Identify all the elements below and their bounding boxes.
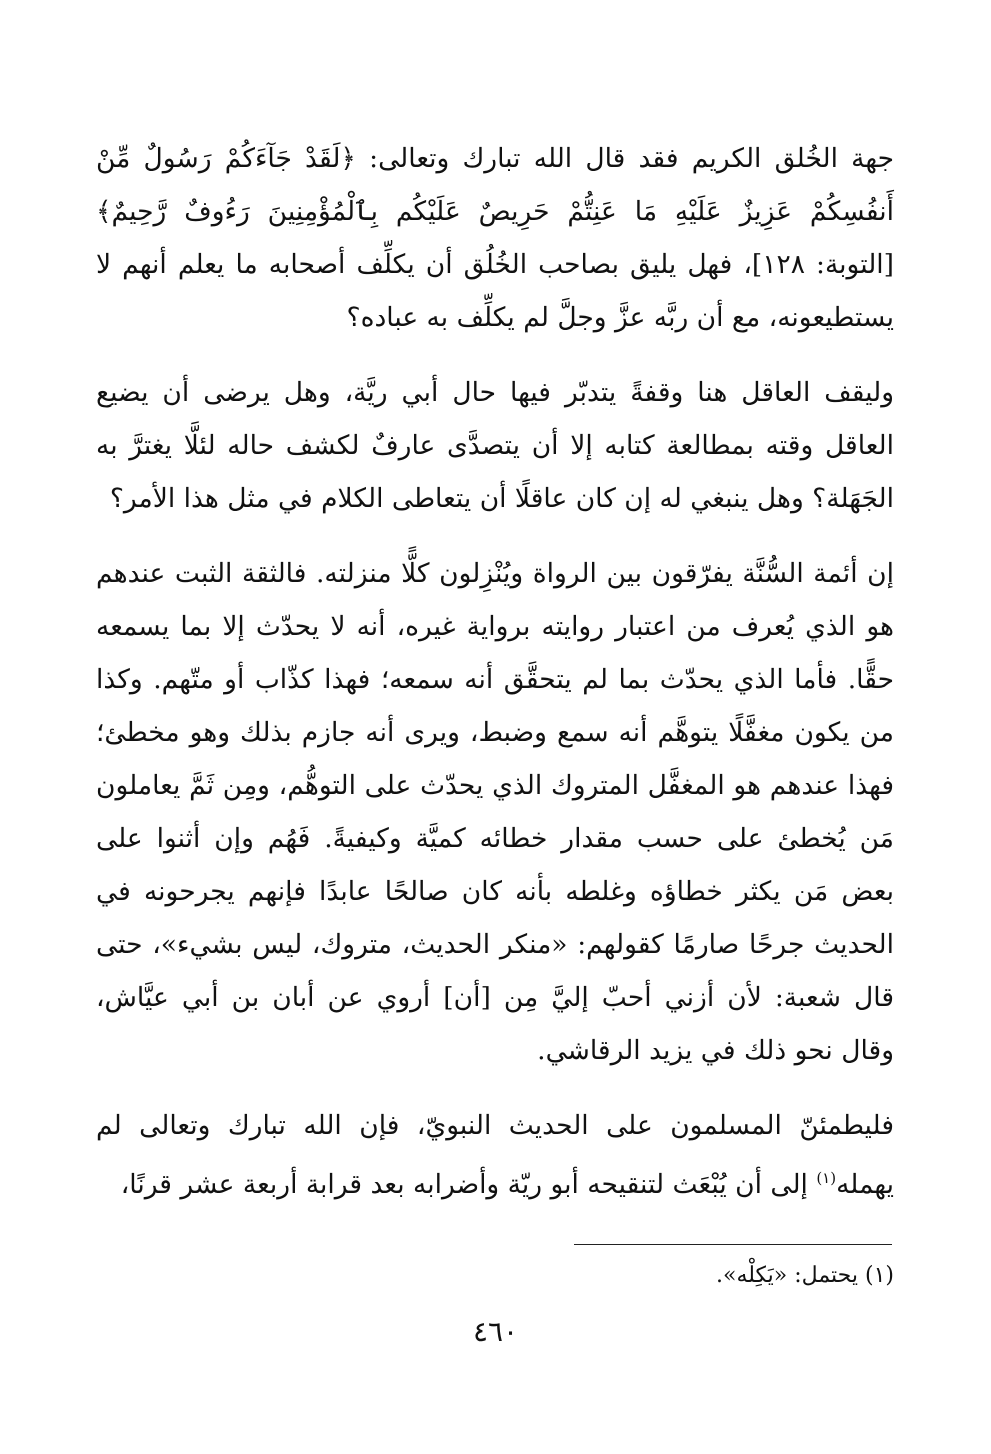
footnote-divider [574, 1244, 892, 1245]
page-number: ٤٦٠ [472, 1315, 519, 1348]
paragraph-2: وليقف العاقل هنا وقفةً يتدبّر فيها حال أبي ريَّة، وهل يرضى أن يضيع العاقل وقته بمطالعة كتابه إلا أن يتصدَّى عارفٌ لكشف حاله لئلَّا يغترَّ به الجَهَلة؟ وهل ينبغي له إن كان عاقلًا أن يتعاطى الكلام في مثل هذا الأمر؟ [96, 377, 894, 514]
paragraph-3: إن أئمة السُّنَّة يفرّقون بين الرواة ويُنْزِلون كلًّا منزلته. فالثقة الثبت عندهم هو الذي يُعرف من اعتبار روايته برواية غيره، أنه لا يحدّث إلا بما يسمعه حقًّا. فأما الذي يحدّث بما لم يتحقَّق أنه سمعه؛ فهذا كذّاب أو متّهم. وكذا من يكون مغفَّلًا يتوهَّم أنه سمع وضبط، ويرى أنه جازم بذلك وهو مخطئ؛ فهذا عندهم هو المغفَّل المتروك الذي يحدّث على التوهُّم، ومِن ثَمَّ يعاملون مَن يُخطئ على حسب مقدار خطائه كميَّة وكيفيةً. فَهُم وإن أثنوا على بعض مَن يكثر خطاؤه وغلطه بأنه كان صالحًا عابدًا فإنهم يجرحونه في الحديث جرحًا صارمًا كقولهم: «منكر الحديث، متروك، ليس بشيء»، حتى قال شعبة: لأن أزني أحبّ إليَّ مِن [أن] أروي عن أبان بن أبي عيَّاش، وقال نحو ذلك في يزيد الرقاشي. [96, 558, 895, 1066]
paragraph-4-text: فليطمئنّ المسلمون على الحديث النبويّ، فإن الله تبارك وتعالى لم يهمله [96, 1110, 894, 1200]
footnote: (١) يحتمل: «يَكِلْه». [715, 1263, 894, 1288]
paragraph-4 [96, 1099, 894, 1211]
footnote-marker: (١) [816, 1169, 837, 1187]
paragraph-4-rest: إلى أن يُبْعَث لتنقيحه أبو ريّة وأضرابه بعد قرابة أربعة عشر قرنًا، [120, 1168, 817, 1200]
page-body [96, 132, 894, 1233]
paragraph-1: جهة الخُلق الكريم فقد قال الله تبارك وتعالى: ﴿لَقَدْ جَآءَكُمْ رَسُولٌ مِّنْ أَنفُسِكُمْ عَزِيزٌ عَلَيْهِ مَا عَنِتُّمْ حَرِيصٌ عَلَيْكُم بِٱلْمُؤْمِنِينَ رَءُوفٌ رَّحِيمٌ﴾ [التوبة: ١٢٨]، فهل يليق بصاحب الخُلُق أن يكلِّف أصحابه ما يعلم أنهم لا يستطيعونه، مع أن ربَّه عزَّ وجلَّ لم يكلِّف به عباده؟ [96, 143, 894, 333]
